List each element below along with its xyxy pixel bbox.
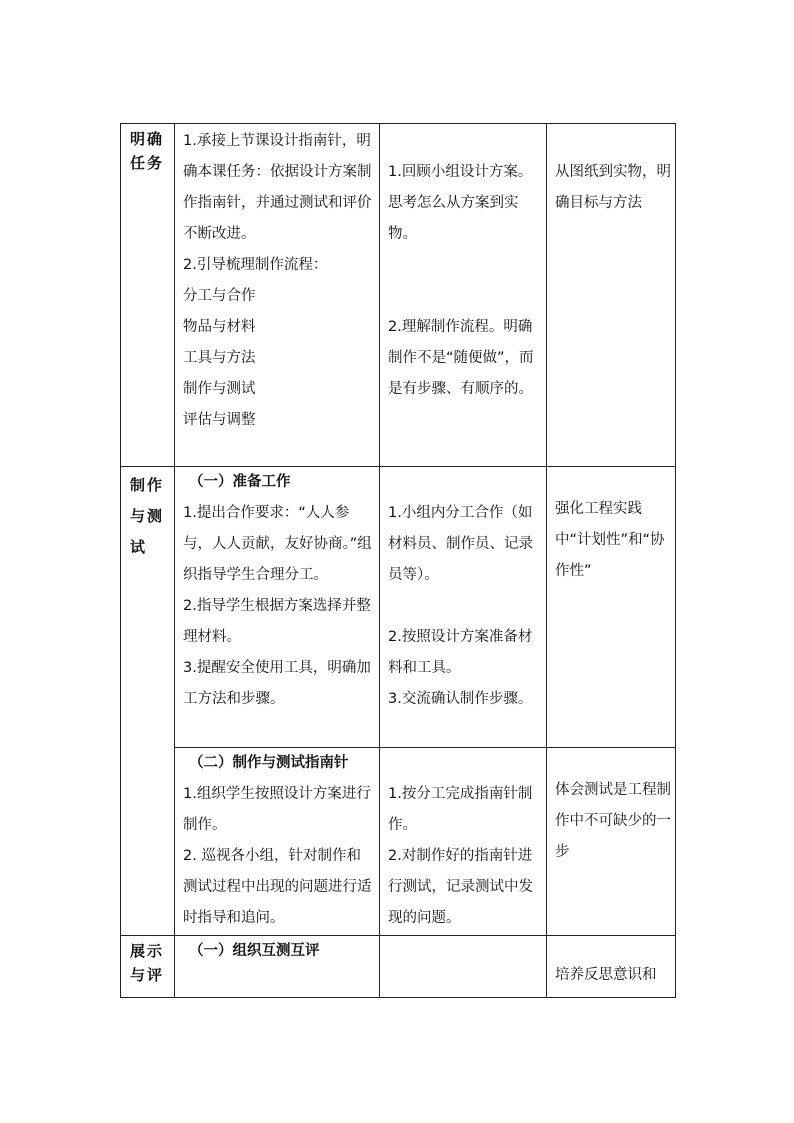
teacher-item: 工具与方法 bbox=[183, 350, 256, 366]
student-item: 1.小组内分工合作（如材料员、制作员、记录员等）。 bbox=[388, 505, 533, 583]
teacher-item: 2.引导梳理制作流程： bbox=[183, 257, 328, 273]
design-intent-cell bbox=[547, 467, 676, 748]
lesson-plan-table bbox=[120, 123, 676, 998]
student-item: 2.对制作好的指南针进行测试，记录测试中发现的问题。 bbox=[388, 848, 533, 926]
student-activity-cell bbox=[380, 936, 547, 998]
stage-cell bbox=[121, 467, 175, 936]
student-activity-cell bbox=[380, 467, 547, 748]
stage-label: 明确任务 bbox=[130, 130, 165, 172]
teacher-item: 3.提醒安全使用工具，明确加工方法和步骤。 bbox=[183, 660, 371, 707]
design-intent-cell bbox=[547, 124, 676, 467]
teacher-activity-cell bbox=[175, 748, 380, 936]
student-item: 2.理解制作流程。明确制作不是“随便做”，而是有步骤、有顺序的。 bbox=[388, 319, 534, 397]
student-activity-cell bbox=[380, 124, 547, 467]
student-item: 3.交流确认制作步骤。 bbox=[388, 691, 533, 707]
stage-label: 制作与测试 bbox=[130, 476, 165, 556]
teacher-item: 1.承接上节课设计指南针，明确本课任务：依据设计方案制作指南针，并通过测试和评价不断改进。 bbox=[183, 133, 372, 242]
teacher-item: 分工与合作 bbox=[183, 288, 256, 304]
teacher-activity-cell bbox=[175, 124, 380, 467]
teacher-item: 制作与测试 bbox=[183, 381, 256, 397]
stage-label: 展示与评 bbox=[130, 942, 165, 984]
teacher-activity-cell bbox=[175, 467, 380, 748]
student-item: 1.回顾小组设计方案。思考怎么从方案到实物。 bbox=[388, 164, 533, 242]
section-heading: （一）准备工作 bbox=[189, 474, 291, 490]
design-intent: 从图纸到实物，明确目标与方法 bbox=[555, 164, 671, 211]
design-intent-cell bbox=[547, 936, 676, 998]
table-row bbox=[121, 748, 676, 936]
student-item: 2.按照设计方案准备材料和工具。 bbox=[388, 629, 533, 676]
teacher-item: 2.指导学生根据方案选择并整理材料。 bbox=[183, 598, 371, 645]
teacher-item: 物品与材料 bbox=[183, 319, 256, 335]
teacher-activity-cell bbox=[175, 936, 380, 998]
student-activity-cell bbox=[380, 748, 547, 936]
design-intent-cell bbox=[547, 748, 676, 936]
design-intent: 培养反思意识和 bbox=[555, 967, 657, 983]
table-row bbox=[121, 124, 676, 467]
teacher-item: 1.提出合作要求：“人人参与，人人贡献，友好协商。”组织指导学生合理分工。 bbox=[183, 505, 372, 583]
teacher-item: 2. 巡视各小组，针对制作和测试过程中出现的问题进行适时指导和追问。 bbox=[183, 848, 372, 926]
table-row bbox=[121, 467, 676, 748]
section-heading: （一）组织互测互评 bbox=[189, 943, 320, 959]
stage-cell bbox=[121, 124, 175, 467]
design-intent: 体会测试是工程制作中不可缺少的一步 bbox=[555, 782, 671, 860]
teacher-item: 1.组织学生按照设计方案进行制作。 bbox=[183, 786, 371, 833]
teacher-item: 评估与调整 bbox=[183, 412, 256, 428]
table-row bbox=[121, 936, 676, 998]
stage-cell bbox=[121, 936, 175, 998]
design-intent: 强化工程实践中“计划性”和“协作性” bbox=[555, 501, 665, 579]
section-heading: （二）制作与测试指南针 bbox=[189, 755, 349, 771]
student-item: 1.按分工完成指南针制作。 bbox=[388, 786, 533, 833]
